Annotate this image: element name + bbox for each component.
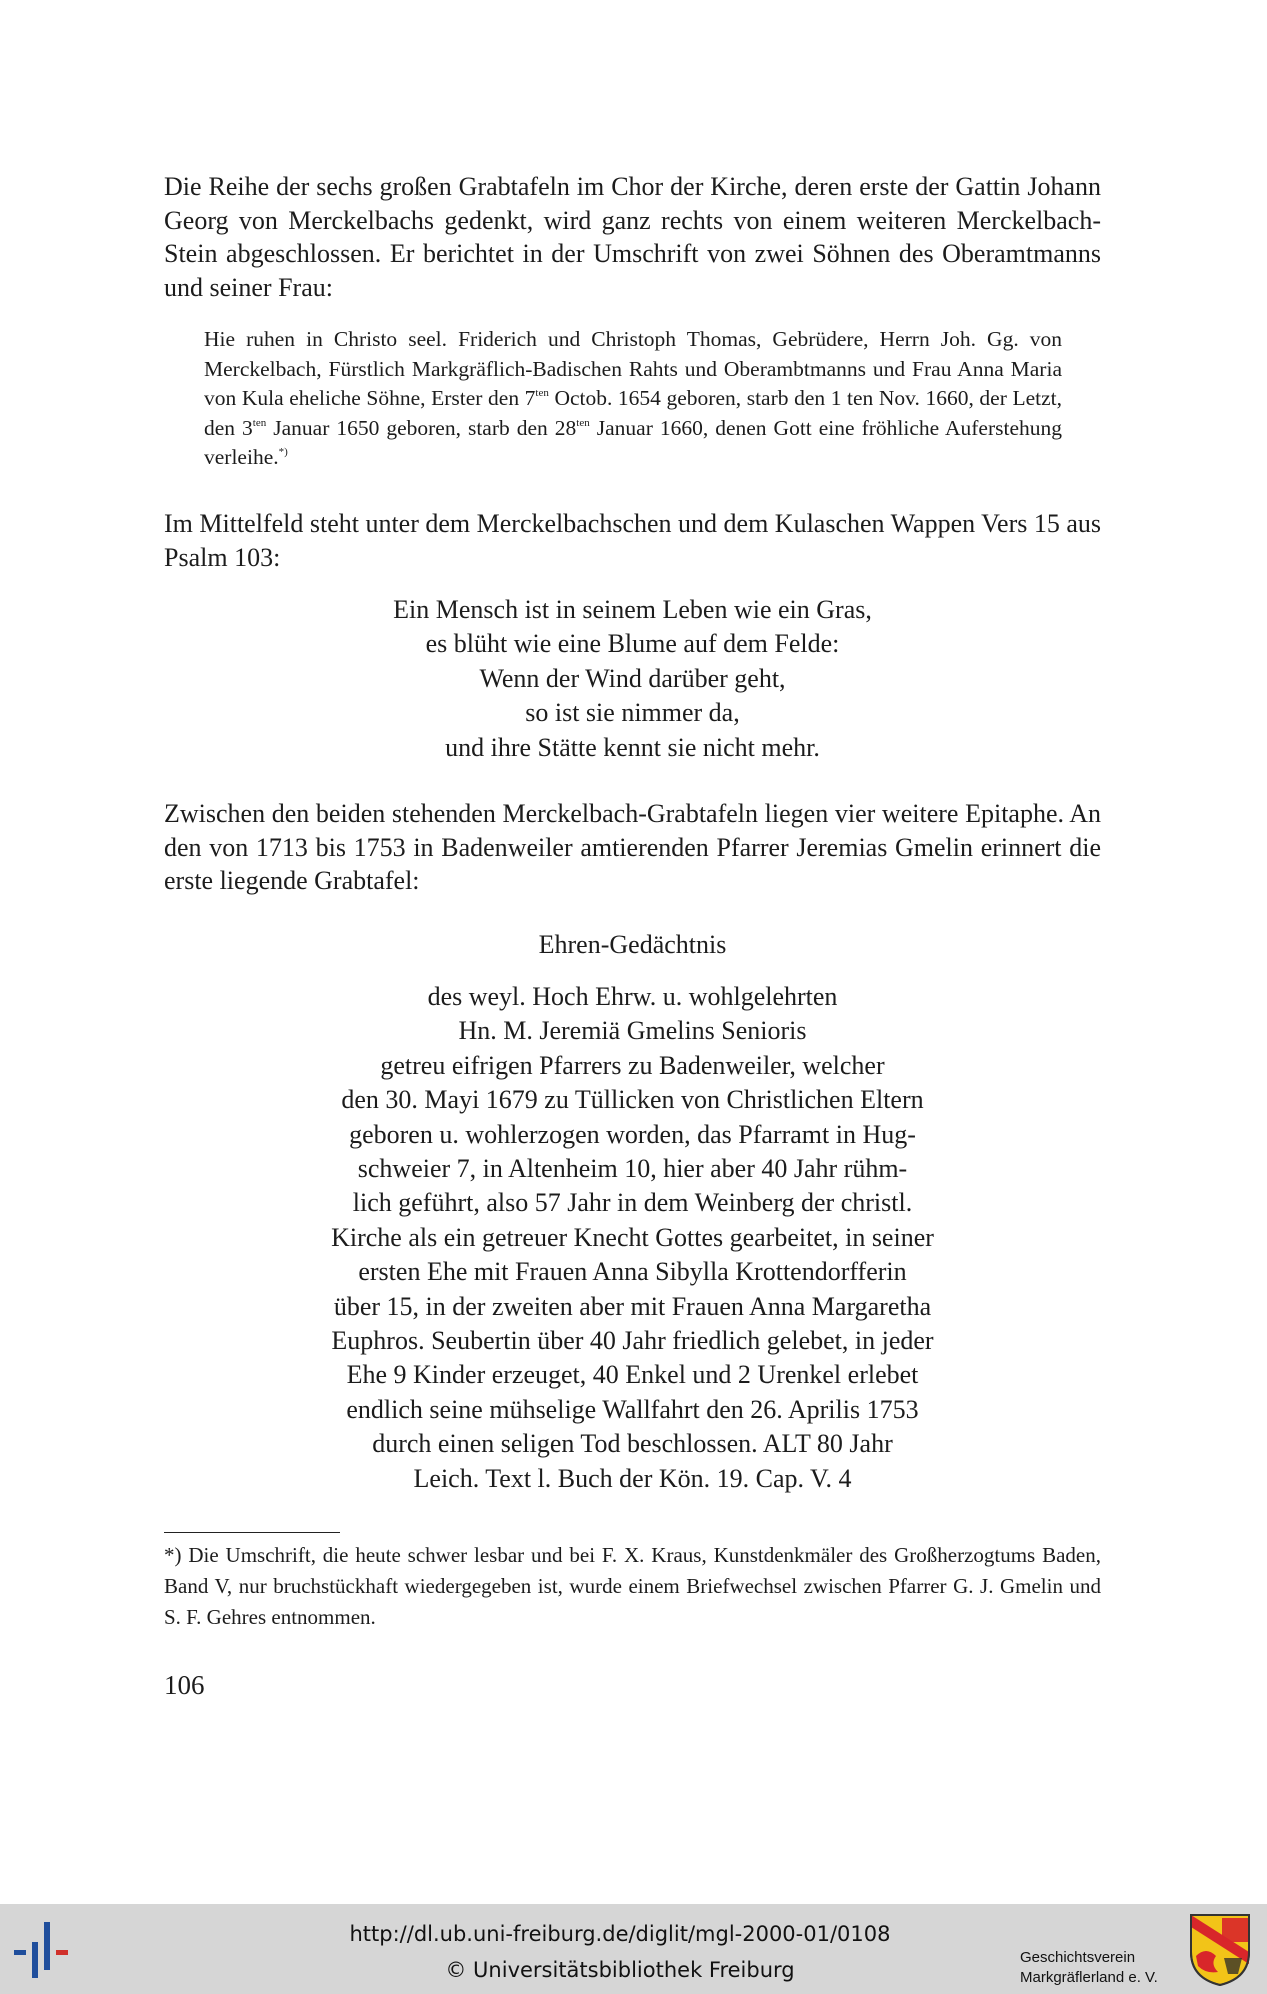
paragraph-intro: Die Reihe der sechs großen Grabtafeln im Chor der Kirche, deren erste der Gattin Johann Georg von Merckelbachs gedenkt, wird ganz rechts von einem weiteren Merckelbach-Stein abgeschlossen. Er berichtet in der Umschrift von zwei Söhnen des Oberamtmanns und seiner Frau: — [164, 172, 1101, 302]
inscription-text-4: Januar 1660, denen Gott eine fröhliche Auferstehung verleihe. — [204, 415, 1063, 469]
page-url-link[interactable]: http://dl.ub.uni-freiburg.de/diglit/mgl-2000-01/0108 — [349, 1922, 891, 1946]
epitaph-line: durch einen seligen Tod beschlossen. ALT 80 Jahr — [372, 1429, 893, 1459]
footnote: *) Die Umschrift, die heute schwer lesbar und bei F. X. Kraus, Kunstdenkmäler des Großherzogtums Baden, Band V, nur bruchstückhaft wiedergegeben ist, wurde einem Briefwechsel zwischen Pfarrer G. J. Gmelin und S. F. Gehres entnommen. — [164, 1543, 1101, 1629]
footnote-divider — [164, 1532, 340, 1533]
epitaph-line: schweier 7, in Altenheim 10, hier aber 40 Jahr rühm- — [357, 1154, 908, 1184]
inscription-text-3: Januar 1650 geboren, starb den 28 — [266, 415, 577, 440]
digital-library-logo-icon[interactable] — [10, 1916, 80, 1982]
inscription-text-1: Hie ruhen in Christo seel. Friderich und Christoph Thomas, Gebrüdere, Herrn Joh. Gg. von Merckelbach, Fürstlich Markgräflich-Badischen Rahts und Oberambtmanns und Frau Anna Maria von Kula eheliche Söhne, Erster den 7 — [204, 327, 1062, 410]
inscription-sup-3: ten — [576, 416, 590, 429]
copyright-notice: © Universitätsbibliothek Freiburg — [445, 1958, 795, 1982]
epitaph-line: Hn. M. Jeremiä Gmelins Senioris — [458, 1016, 807, 1046]
psalm-line: es blüht wie eine Blume auf dem Felde: — [425, 629, 840, 659]
page-number: 106 — [164, 1670, 205, 1700]
epitaph-line: Euphros. Seubertin über 40 Jahr friedlich gelebet, in jeder — [331, 1326, 934, 1356]
inscription-sup-1: ten — [535, 387, 549, 399]
epitaph-line: geboren u. wohlerzogen worden, das Pfarramt in Hug- — [349, 1119, 916, 1149]
inscription-sup-2: ten — [252, 416, 267, 429]
epitaph-line: über 15, in der zweiten aber mit Frauen Anna Margaretha — [333, 1291, 932, 1321]
inscription-text-2: Octob. 1654 geboren, starb den 1 ten Nov. 1660, der Letzt, den 3 — [204, 386, 1063, 440]
psalm-verse — [164, 593, 1101, 765]
psalm-line: Ein Mensch ist in seinem Leben wie ein Gras, — [393, 595, 872, 624]
association-line: Markgräflerland e. V. — [1020, 1969, 1158, 1986]
epitaph-inscription — [164, 980, 1101, 1496]
epitaph-line: ersten Ehe mit Frauen Anna Sibylla Krottendorfferin — [358, 1257, 907, 1287]
inscription-quote — [204, 325, 1062, 473]
epitaph-line: Ehe 9 Kinder erzeuget, 40 Enkel und 2 Urenkel erlebet — [346, 1360, 919, 1390]
paragraph-psalm-intro: Im Mittelfeld steht unter dem Merckelbachschen und dem Kulaschen Wappen Vers 15 aus Psalm 103: — [164, 509, 1102, 572]
epitaph-line: Leich. Text l. Buch der Kön. 19. Cap. V. 4 — [413, 1463, 852, 1493]
viewer-footer-bar — [0, 1904, 1267, 1994]
epitaph-line: des weyl. Hoch Ehrw. u. wohlgelehrten — [427, 982, 838, 1011]
epitaph-line: endlich seine mühselige Wallfahrt den 26. Aprilis 1753 — [346, 1394, 919, 1424]
psalm-line: so ist sie nimmer da, — [525, 698, 740, 728]
epitaph-line: den 30. Mayi 1679 zu Tüllicken von Christlichen Eltern — [341, 1085, 924, 1115]
psalm-line: Wenn der Wind darüber geht, — [479, 663, 786, 693]
psalm-line: und ihre Stätte kennt sie nicht mehr. — [445, 732, 820, 762]
paragraph-epitaphs: Zwischen den beiden stehenden Merckelbach-Grabtafeln liegen vier weitere Epitaphe. An den von 1713 bis 1753 in Badenweiler amtierenden Pfarrer Jeremias Gmelin erinnert die erste liegende Grabtafel: — [164, 799, 1101, 895]
epitaph-line: getreu eifrigen Pfarrers zu Badenweiler, welcher — [380, 1050, 885, 1080]
epitaph-line: lich geführt, also 57 Jahr in dem Weinberg der christl. — [352, 1188, 913, 1218]
association-line: Geschichtsverein — [1020, 1949, 1136, 1966]
association-name — [1020, 1948, 1158, 1988]
footnote-mark: *) — [278, 446, 288, 458]
coat-of-arms-icon[interactable] — [1188, 1912, 1252, 1988]
epitaph-line: Kirche als ein getreuer Knecht Gottes gearbeitet, in seiner — [331, 1222, 934, 1252]
epitaph-heading: Ehren-Gedächtnis — [538, 930, 727, 959]
